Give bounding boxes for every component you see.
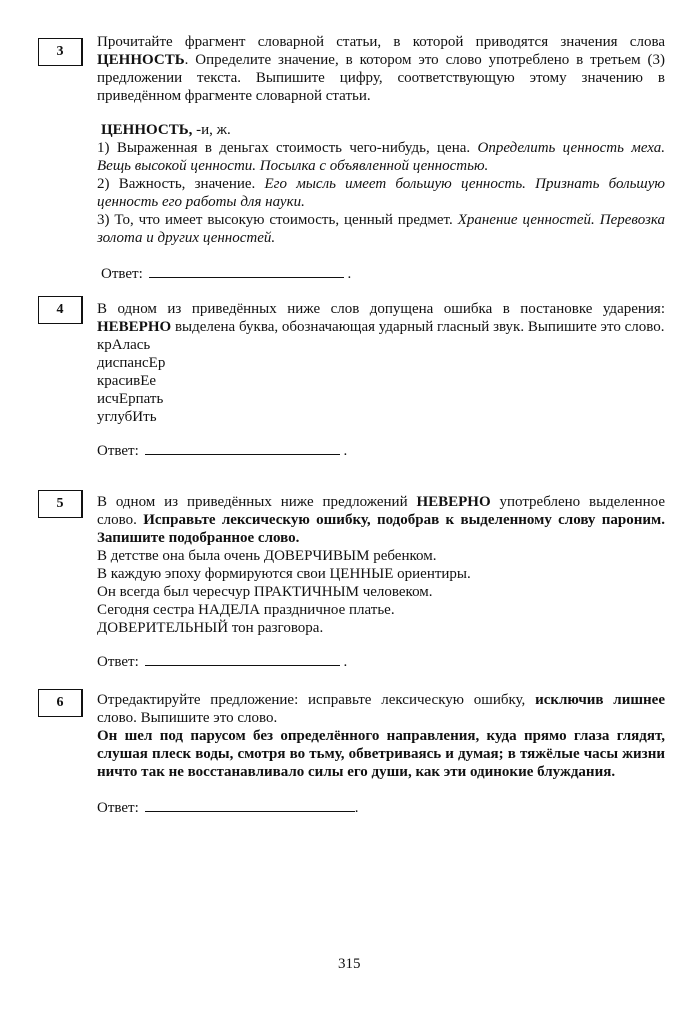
prompt-text: . Определите значение, в котором это слово употреблено в третьем (3) предложении текста. Выпишите цифру, соответствующую этому значению в приведённом фрагменте словарной статьи. xyxy=(97,52,665,104)
meaning xyxy=(97,139,665,175)
sentence-option: В каждую эпоху формируются свои ЦЕННЫЕ ориентиры. xyxy=(97,566,471,582)
prompt-bold: НЕВЕРНО xyxy=(97,319,172,335)
prompt-bold: НЕВЕРНО xyxy=(416,494,491,510)
word-option: красивЕе xyxy=(97,373,157,389)
word-option: исчЕрпать xyxy=(97,391,164,407)
sentence-option: Сегодня сестра НАДЕЛА праздничное платье. xyxy=(97,602,395,618)
task-number: 6 xyxy=(38,689,83,717)
task-number: 4 xyxy=(38,296,83,324)
meaning-example: Определить ценность меха. Вещь высокой ценности. Посылка с объявленной ценностью. xyxy=(97,140,665,174)
answer-field[interactable]: Ответ: . xyxy=(101,266,352,282)
answer-label: Ответ: xyxy=(97,654,139,670)
task-number: 5 xyxy=(38,490,83,518)
answer-field[interactable]: Ответ: . xyxy=(97,800,359,816)
prompt-bold: исключив лишнее xyxy=(535,692,665,708)
meaning xyxy=(97,211,665,247)
meaning-def: 3) То, что имеет высокую стоимость, ценный предмет. xyxy=(97,212,458,228)
sentence-to-edit xyxy=(97,727,665,781)
task-prompt xyxy=(97,33,665,105)
answer-line[interactable] xyxy=(145,799,355,812)
prompt-text: Прочитайте фрагмент словарной статьи, в которой приводятся значения слова xyxy=(97,34,665,50)
prompt-bold: Исправьте лексическую ошибку, подобрав к выделенному слову пароним. Запишите подобранное слово. xyxy=(97,512,665,546)
answer-line[interactable] xyxy=(149,265,344,278)
answer-label: Ответ: xyxy=(97,443,139,459)
task-number: 3 xyxy=(38,38,83,66)
word-option: крАлась xyxy=(97,337,151,353)
answer-field[interactable]: Ответ: . xyxy=(97,654,348,670)
prompt-word: ЦЕННОСТЬ xyxy=(97,52,185,68)
word-option: диспансЕр xyxy=(97,355,166,371)
word-option: углубИть xyxy=(97,409,157,425)
answer-line[interactable] xyxy=(145,442,340,455)
meaning-example: Его мысль имеет большую ценность. Признать большую ценность его работы для науки. xyxy=(97,176,665,210)
task-prompt xyxy=(97,300,665,336)
task-prompt xyxy=(97,691,665,727)
page-number: 315 xyxy=(338,956,361,972)
entry-head: ЦЕННОСТЬ, xyxy=(101,122,193,138)
prompt-text: В одном из приведённых ниже слов допущена ошибка в постановке ударения: xyxy=(97,301,665,317)
answer-label: Ответ: xyxy=(97,800,139,816)
meaning-example: Хранение ценностей. Перевозка золота и других ценностей. xyxy=(97,212,665,246)
prompt-text: выделена буква, обозначающая ударный гласный звук. Выпишите это слово. xyxy=(171,319,665,335)
meaning-def: 1) Выраженная в деньгах стоимость чего-нибудь, цена. xyxy=(97,140,478,156)
prompt-text: употреблено выделенное слово. xyxy=(97,494,665,528)
prompt-text: В одном из приведённых ниже предложений xyxy=(97,494,417,510)
prompt-text: слово. Выпишите это слово. xyxy=(97,710,278,726)
meaning-def: 2) Важность, значение. xyxy=(97,176,265,192)
prompt-text: Отредактируйте предложение: исправьте лексическую ошибку, xyxy=(97,692,536,708)
answer-label: Ответ: xyxy=(101,266,143,282)
sentence-text: Он шел под парусом без определённого направления, куда прямо глаза глядят, слушая плеск воды, смотря во тьму, обветриваясь и думая; в тяжёлые часы жизни ничто так не восстанавливало силы его души, как эти одинокие блуждания. xyxy=(97,728,665,780)
task-prompt xyxy=(97,493,665,547)
entry-heading xyxy=(97,121,665,139)
meaning xyxy=(97,175,665,211)
sentence-option: Он всегда был чересчур ПРАКТИЧНЫМ человеком. xyxy=(97,584,433,600)
answer-line[interactable] xyxy=(145,653,340,666)
answer-field[interactable]: Ответ: . xyxy=(97,443,348,459)
entry-gram: -и, ж. xyxy=(192,122,231,138)
sentence-option: ДОВЕРИТЕЛЬНЫЙ тон разговора. xyxy=(97,620,324,636)
sentence-option: В детстве она была очень ДОВЕРЧИВЫМ ребенком. xyxy=(97,548,437,564)
